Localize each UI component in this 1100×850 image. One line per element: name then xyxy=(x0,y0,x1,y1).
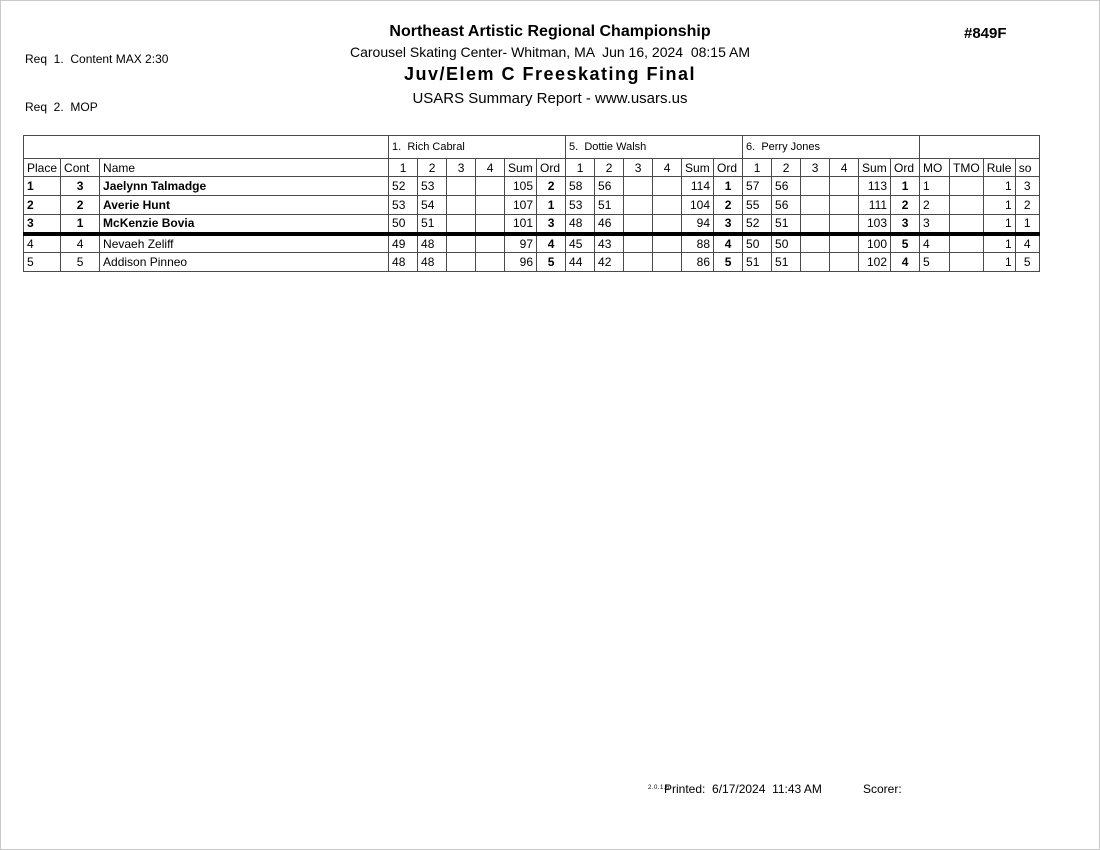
ord-cell: 2 xyxy=(891,196,920,215)
mark-cell xyxy=(801,253,830,272)
judge-name-cell: 6. Perry Jones xyxy=(743,136,920,159)
sum-cell: 111 xyxy=(859,196,891,215)
mark-cell xyxy=(830,177,859,196)
mark-cell xyxy=(476,177,505,196)
mark-cell xyxy=(653,234,682,253)
mark-cell: 43 xyxy=(595,234,624,253)
sum-cell: 103 xyxy=(859,215,891,234)
header-sum: Sum xyxy=(859,159,891,177)
mo-cell: 2 xyxy=(920,196,950,215)
so-cell: 1 xyxy=(1015,215,1039,234)
mark-cell: 51 xyxy=(743,253,772,272)
sum-cell: 113 xyxy=(859,177,891,196)
ord-cell: 5 xyxy=(891,234,920,253)
mark-cell: 48 xyxy=(418,234,447,253)
mark-cell: 44 xyxy=(566,253,595,272)
mark-cell xyxy=(476,253,505,272)
header-mark-3: 3 xyxy=(624,159,653,177)
mark-cell xyxy=(447,253,476,272)
mark-cell: 51 xyxy=(772,215,801,234)
rule-cell: 1 xyxy=(983,215,1015,234)
header-mark-1: 1 xyxy=(743,159,772,177)
header-place: Place xyxy=(24,159,61,177)
sum-cell: 86 xyxy=(682,253,714,272)
header-mark-3: 3 xyxy=(447,159,476,177)
ord-cell: 5 xyxy=(537,253,566,272)
results-thead xyxy=(24,136,1040,177)
so-cell: 2 xyxy=(1015,196,1039,215)
mark-cell: 53 xyxy=(418,177,447,196)
mark-cell xyxy=(830,196,859,215)
mark-cell xyxy=(476,215,505,234)
title-block xyxy=(1,23,1099,107)
mark-cell: 54 xyxy=(418,196,447,215)
results-table xyxy=(23,135,1040,272)
mark-cell: 50 xyxy=(389,215,418,234)
header-mark-4: 4 xyxy=(476,159,505,177)
tmo-cell xyxy=(950,234,984,253)
mark-cell: 42 xyxy=(595,253,624,272)
sum-cell: 101 xyxy=(505,215,537,234)
cont-cell: 1 xyxy=(61,215,100,234)
mark-cell: 51 xyxy=(418,215,447,234)
result-row xyxy=(24,253,1040,272)
skater-name-cell: Jaelynn Talmadge xyxy=(100,177,389,196)
header-mark-1: 1 xyxy=(566,159,595,177)
rule-cell: 1 xyxy=(983,253,1015,272)
mark-cell xyxy=(653,196,682,215)
mark-cell: 56 xyxy=(595,177,624,196)
header-tmo: TMO xyxy=(950,159,984,177)
judge-row-spacer-right xyxy=(920,136,1040,159)
rule-cell: 1 xyxy=(983,177,1015,196)
ord-cell: 2 xyxy=(537,177,566,196)
mark-cell xyxy=(653,177,682,196)
so-cell: 5 xyxy=(1015,253,1039,272)
sum-cell: 102 xyxy=(859,253,891,272)
skater-name-cell: Averie Hunt xyxy=(100,196,389,215)
skater-name-cell: Nevaeh Zeliff xyxy=(100,234,389,253)
ord-cell: 1 xyxy=(891,177,920,196)
ord-cell: 3 xyxy=(537,215,566,234)
ord-cell: 4 xyxy=(891,253,920,272)
so-cell: 4 xyxy=(1015,234,1039,253)
result-row xyxy=(24,234,1040,253)
sum-cell: 97 xyxy=(505,234,537,253)
sum-cell: 105 xyxy=(505,177,537,196)
mark-cell: 51 xyxy=(595,196,624,215)
cont-cell: 3 xyxy=(61,177,100,196)
mark-cell xyxy=(653,253,682,272)
header-name: Name xyxy=(100,159,389,177)
mark-cell: 57 xyxy=(743,177,772,196)
mo-cell: 1 xyxy=(920,177,950,196)
mark-cell: 53 xyxy=(389,196,418,215)
printed-timestamp: Printed: 6/17/2024 11:43 AM xyxy=(664,782,822,796)
mark-cell: 45 xyxy=(566,234,595,253)
tmo-cell xyxy=(950,196,984,215)
mark-cell xyxy=(624,234,653,253)
ord-cell: 1 xyxy=(537,196,566,215)
tmo-cell xyxy=(950,215,984,234)
mark-cell xyxy=(830,215,859,234)
mark-cell: 52 xyxy=(743,215,772,234)
requirement-1: Req 1. Content MAX 2:30 xyxy=(25,52,169,66)
sum-cell: 100 xyxy=(859,234,891,253)
header-ord: Ord xyxy=(891,159,920,177)
mark-cell: 55 xyxy=(743,196,772,215)
tmo-cell xyxy=(950,253,984,272)
results-tbody xyxy=(24,177,1040,272)
rule-cell: 1 xyxy=(983,234,1015,253)
ord-cell: 4 xyxy=(537,234,566,253)
mark-cell: 56 xyxy=(772,177,801,196)
cont-cell: 4 xyxy=(61,234,100,253)
ord-cell: 1 xyxy=(714,177,743,196)
mark-cell xyxy=(830,234,859,253)
mark-cell: 48 xyxy=(566,215,595,234)
mark-cell: 49 xyxy=(389,234,418,253)
mark-cell xyxy=(447,196,476,215)
header-ord: Ord xyxy=(714,159,743,177)
header-mark-2: 2 xyxy=(418,159,447,177)
mark-cell xyxy=(653,215,682,234)
mark-cell xyxy=(447,234,476,253)
tmo-cell xyxy=(950,177,984,196)
judge-name-cell: 5. Dottie Walsh xyxy=(566,136,743,159)
mark-cell xyxy=(801,196,830,215)
mark-cell xyxy=(476,234,505,253)
place-cell: 3 xyxy=(24,215,61,234)
skater-name-cell: McKenzie Bovia xyxy=(100,215,389,234)
mark-cell xyxy=(830,253,859,272)
header-mo: MO xyxy=(920,159,950,177)
so-cell: 3 xyxy=(1015,177,1039,196)
header-mark-4: 4 xyxy=(830,159,859,177)
sum-cell: 88 xyxy=(682,234,714,253)
header-so: so xyxy=(1015,159,1039,177)
mark-cell: 56 xyxy=(772,196,801,215)
judge-name-cell: 1. Rich Cabral xyxy=(389,136,566,159)
mark-cell xyxy=(624,177,653,196)
mo-cell: 3 xyxy=(920,215,950,234)
ord-cell: 2 xyxy=(714,196,743,215)
mark-cell xyxy=(801,177,830,196)
ord-cell: 3 xyxy=(891,215,920,234)
mark-cell: 50 xyxy=(772,234,801,253)
place-cell: 5 xyxy=(24,253,61,272)
mark-cell: 53 xyxy=(566,196,595,215)
rule-cell: 1 xyxy=(983,196,1015,215)
mark-cell xyxy=(447,215,476,234)
mark-cell: 51 xyxy=(772,253,801,272)
cont-cell: 2 xyxy=(61,196,100,215)
result-row xyxy=(24,196,1040,215)
column-header-row xyxy=(24,159,1040,177)
judge-row-spacer-left xyxy=(24,136,389,159)
mark-cell: 46 xyxy=(595,215,624,234)
mark-cell: 52 xyxy=(389,177,418,196)
cont-cell: 5 xyxy=(61,253,100,272)
mark-cell xyxy=(476,196,505,215)
place-cell: 1 xyxy=(24,177,61,196)
header-mark-4: 4 xyxy=(653,159,682,177)
place-cell: 4 xyxy=(24,234,61,253)
header-mark-2: 2 xyxy=(772,159,801,177)
header-sum: Sum xyxy=(505,159,537,177)
sum-cell: 94 xyxy=(682,215,714,234)
championship-title: Northeast Artistic Regional Championship xyxy=(389,23,711,40)
sum-cell: 114 xyxy=(682,177,714,196)
event-number: #849F xyxy=(964,25,1007,42)
header-rule: Rule xyxy=(983,159,1015,177)
judge-header-row xyxy=(24,136,1040,159)
ord-cell: 3 xyxy=(714,215,743,234)
report-subtitle: USARS Summary Report - www.usars.us xyxy=(412,90,688,107)
mark-cell xyxy=(624,253,653,272)
mark-cell xyxy=(447,177,476,196)
requirement-2: Req 2. MOP xyxy=(25,100,98,114)
header-cont: Cont xyxy=(61,159,100,177)
header-ord: Ord xyxy=(537,159,566,177)
mark-cell: 48 xyxy=(418,253,447,272)
header-mark-3: 3 xyxy=(801,159,830,177)
result-row xyxy=(24,177,1040,196)
venue-date-line: Carousel Skating Center- Whitman, MA Jun 16, 2024 08:15 AM xyxy=(350,44,750,60)
skater-name-cell: Addison Pinneo xyxy=(100,253,389,272)
mo-cell: 4 xyxy=(920,234,950,253)
header-mark-1: 1 xyxy=(389,159,418,177)
sum-cell: 96 xyxy=(505,253,537,272)
result-row xyxy=(24,215,1040,234)
sum-cell: 104 xyxy=(682,196,714,215)
ord-cell: 4 xyxy=(714,234,743,253)
mark-cell xyxy=(801,215,830,234)
mark-cell xyxy=(801,234,830,253)
mark-cell: 50 xyxy=(743,234,772,253)
sum-cell: 107 xyxy=(505,196,537,215)
event-title: Juv/Elem C Freeskating Final xyxy=(403,64,697,84)
mark-cell: 48 xyxy=(389,253,418,272)
mark-cell xyxy=(624,196,653,215)
mo-cell: 5 xyxy=(920,253,950,272)
place-cell: 2 xyxy=(24,196,61,215)
mark-cell: 58 xyxy=(566,177,595,196)
header-mark-2: 2 xyxy=(595,159,624,177)
ord-cell: 5 xyxy=(714,253,743,272)
mark-cell xyxy=(624,215,653,234)
header-sum: Sum xyxy=(682,159,714,177)
scorer-label: Scorer: xyxy=(863,782,902,796)
report-version: 2.0.1.6 xyxy=(648,785,670,791)
